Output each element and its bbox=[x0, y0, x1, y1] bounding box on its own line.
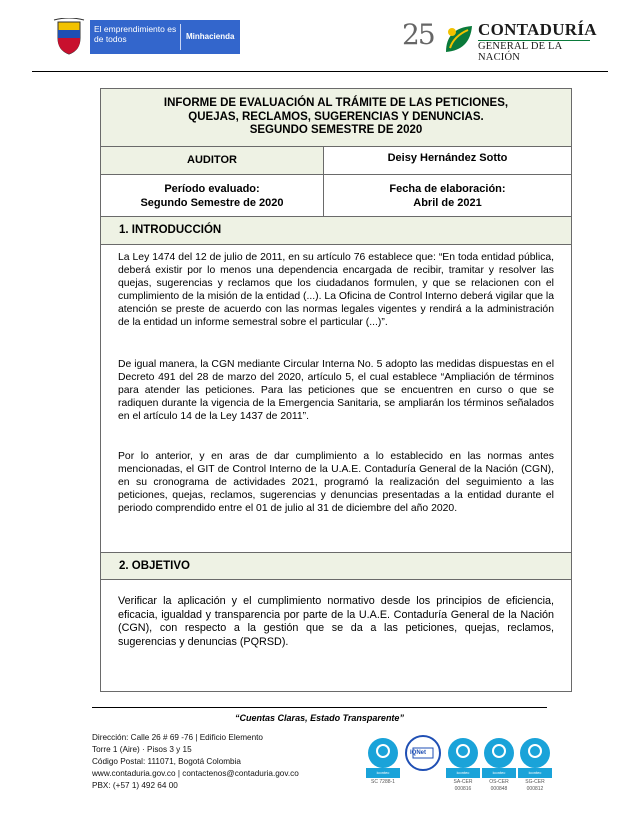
report-title-line3: SEGUNDO SEMESTRE DE 2020 bbox=[249, 124, 423, 136]
icontec-cert-icon-4 bbox=[520, 738, 550, 768]
objective-paragraph: Verificar la aplicación y el cumplimiento normativo desde los principios de eficiencia, eficacia, igualdad y transparencia por parte de la U.A.E. Contaduría General de la Nación (CGN), con respecto a la gestión que se da a las peticiones, quejas, reclamos, sugerencias y denuncias (PQRSD). bbox=[118, 595, 554, 648]
auditor-label: AUDITOR bbox=[187, 154, 237, 166]
intro-title: 1. INTRODUCCIÓN bbox=[119, 224, 222, 236]
objective-title: 2. OBJETIVO bbox=[119, 560, 190, 572]
period-label: Período evaluado: bbox=[164, 183, 260, 195]
brand-banner bbox=[90, 20, 240, 54]
address-line-1: Dirección: Calle 26 # 69 -76 | Edificio Elemento bbox=[92, 733, 263, 742]
org-name: CONTADURÍA bbox=[478, 20, 597, 39]
cert-code-1: SC 7288-1 bbox=[371, 779, 395, 785]
cert-code-3: OS-CER 000848 bbox=[489, 779, 509, 792]
contact-links[interactable]: www.contaduria.gov.co | contactenos@contaduria.gov.co bbox=[92, 769, 299, 778]
intro-paragraph-1: La Ley 1474 del 12 de julio de 2011, en su artículo 76 establece que: “En toda entidad pública, deberá existir por lo menos una dependencia encargada de recibir, tramitar y resolver las quejas, sugerencias y reclamos que los ciudadanos formulen, y que se relacionen con el cumplimiento de la misión de la entidad (...). La Oficina de Control Interno deberá vigilar que la atención se preste de acuerdo con las normas legales vigentes y rendirá a la administración de la entidad un informe semestral sobre el particular (...)”. bbox=[118, 252, 554, 328]
report-title-line1: INFORME DE EVALUACIÓN AL TRÁMITE DE LAS PETICIONES, bbox=[163, 97, 509, 109]
date-label: Fecha de elaboración: bbox=[389, 183, 506, 195]
address-line-3: Código Postal: 111071, Bogotá Colombia bbox=[92, 757, 241, 766]
footer-divider bbox=[92, 707, 547, 708]
intro-section-header bbox=[100, 216, 572, 244]
auditor-name: Deisy Hernández Sotto bbox=[387, 152, 508, 164]
address-line-2: Torre 1 (Aire) · Pisos 3 y 15 bbox=[92, 745, 192, 754]
cgn-logo bbox=[402, 14, 597, 63]
footer-slogan: “Cuentas Claras, Estado Transparente” bbox=[235, 713, 404, 723]
report-title-block bbox=[100, 88, 572, 146]
objective-section-header bbox=[100, 552, 572, 580]
leaf-emblem-icon bbox=[442, 22, 476, 56]
cert-code-4: SG-CER 000812 bbox=[525, 779, 545, 792]
date-value: Abril de 2021 bbox=[413, 197, 482, 209]
icontec-cert-icon-3 bbox=[484, 738, 514, 768]
ministry-name: Minhacienda bbox=[186, 32, 235, 41]
header-divider bbox=[32, 71, 608, 72]
period-row bbox=[100, 174, 572, 216]
cert-code-2: SA-CER 000816 bbox=[453, 779, 473, 792]
auditor-row bbox=[100, 146, 572, 174]
iqnet-label: IQNet bbox=[410, 750, 427, 756]
gov-logo bbox=[52, 18, 240, 56]
org-subtitle: GENERAL DE LA NACIÓN bbox=[478, 41, 562, 63]
intro-paragraph-3: Por lo anterior, y en aras de dar cumplimiento a lo establecido en las normas antes mencionadas, el GIT de Control Interno de la U.A.E. Contaduría General de la Nación (CGN), en su cronograma de actividades 2021, programó la realización del seguimiento a las peticiones, quejas, reclamos, sugerencias y denuncias presentadas a la entidad durante el periodo comprendido entre el 01 de julio al 31 de diciembre del año 2020. bbox=[118, 451, 554, 514]
period-value: Segundo Semestre de 2020 bbox=[140, 197, 284, 209]
icontec-cert-icon bbox=[368, 738, 398, 768]
brand-text: El emprendimiento es de todos bbox=[94, 24, 177, 44]
intro-paragraph-2: De igual manera, la CGN mediante Circular Interna No. 5 adopto las medidas dispuestas en el Decreto 491 del 28 de marzo del 2020, artículo 5, el cual establece “Ampliación de términos para atender las peticiones. Para las peticiones que se encuentren en curso o que se radiquen durante la vigencia de la Emergencia Sanitaria, se ampliarán los términos señalados en el artículo 14 de la Ley 1437 de 2011”. bbox=[118, 359, 554, 422]
anniversary-badge: 25 bbox=[402, 18, 434, 51]
icontec-cert-icon-2 bbox=[448, 738, 478, 768]
phone-number: PBX: (+57 1) 492 64 00 bbox=[92, 781, 178, 790]
colombia-crest-icon bbox=[52, 18, 86, 56]
report-title-line2: QUEJAS, RECLAMOS, SUGERENCIAS Y DENUNCIAS. bbox=[188, 110, 484, 123]
